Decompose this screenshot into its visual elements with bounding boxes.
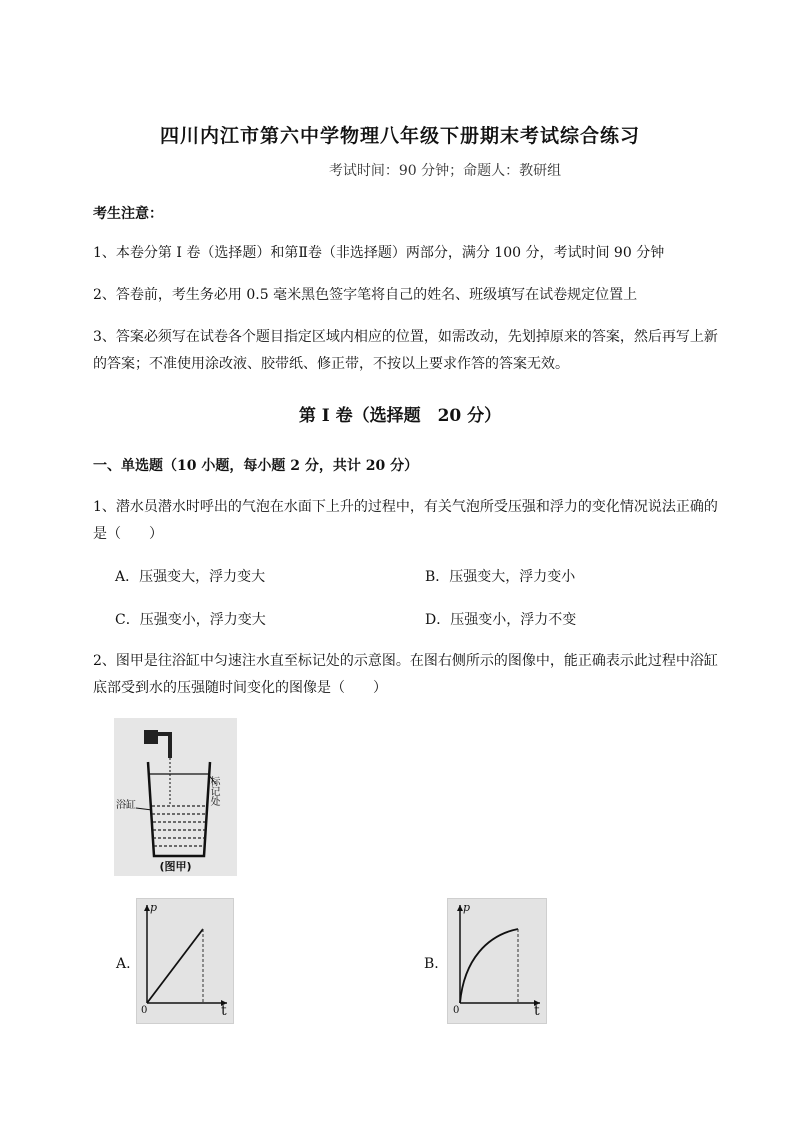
graph-a-label[interactable]: A.: [116, 956, 131, 972]
graph-b-y-label: p: [463, 901, 471, 914]
q1-option-c[interactable]: C．压强变小，浮力变大: [115, 612, 266, 628]
graph-a-x-label: t: [221, 1003, 227, 1019]
question-2-stem: 2、图甲是往浴缸中匀速注水直至标记处的示意图。在图右侧所示的图像中，能正确表示此过程中浴缸底部受到水的压强随时间变化的图像是（ ）: [93, 653, 718, 696]
part-heading: 一、单选题（10 小题，每小题 2 分，共计 20 分）: [93, 458, 419, 474]
graph-a[interactable]: [136, 898, 234, 1024]
tub-label: 浴缸: [116, 800, 136, 811]
notice-1: 1、本卷分第 I 卷（选择题）和第Ⅱ卷（非选择题）两部分，满分 100 分，考试时间 90 分钟: [93, 245, 665, 261]
graph-a-origin: 0: [141, 1005, 148, 1016]
graph-b-plot: [448, 899, 546, 1023]
page-title: 四川内江市第六中学物理八年级下册期末考试综合练习: [159, 125, 640, 147]
section-title: 第 I 卷（选择题 20 分）: [298, 406, 502, 426]
exam-info: 考试时间：90 分钟；命题人：教研组: [328, 163, 562, 179]
graph-b-x-label: t: [534, 1003, 540, 1019]
notice-3: 3、答案必须写在试卷各个题目指定区域内相应的位置，如需改动，先划掉原来的答案，然后再写上新的答案；不准使用涂改液、胶带纸、修正带，不按以上要求作答的答案无效。: [93, 329, 718, 372]
figure-caption: (图甲): [159, 860, 192, 873]
graph-b-label[interactable]: B.: [424, 956, 439, 972]
q1-option-a[interactable]: A．压强变大，浮力变大: [115, 569, 266, 585]
graph-b-curve: [460, 929, 518, 1003]
graph-b[interactable]: [447, 898, 547, 1024]
bathtub-figure: [114, 718, 237, 876]
graph-b-origin: 0: [453, 1005, 460, 1016]
q1-option-b[interactable]: B．压强变大，浮力变小: [425, 569, 576, 585]
graph-a-y-label: p: [150, 901, 158, 914]
question-1-stem: 1、潜水员潜水时呼出的气泡在水面下上升的过程中，有关气泡所受压强和浮力的变化情况说法正确的是（ ）: [93, 499, 718, 542]
notice-heading: 考生注意：: [93, 206, 163, 222]
tub-pointer: [136, 808, 152, 810]
q1-option-d[interactable]: D．压强变小，浮力不变: [425, 612, 577, 628]
faucet-handle: [144, 730, 158, 744]
faucet-pipe: [158, 734, 170, 758]
water-level: [152, 806, 206, 846]
graph-a-plot: [137, 899, 233, 1023]
tub-outline: [148, 762, 210, 856]
graph-a-curve: [147, 929, 203, 1003]
notice-2: 2、答卷前，考生务必用 0.5 毫米黑色签字笔将自己的姓名、班级填写在试卷规定位置上: [93, 287, 638, 303]
mark-label: 标记处: [208, 776, 219, 806]
